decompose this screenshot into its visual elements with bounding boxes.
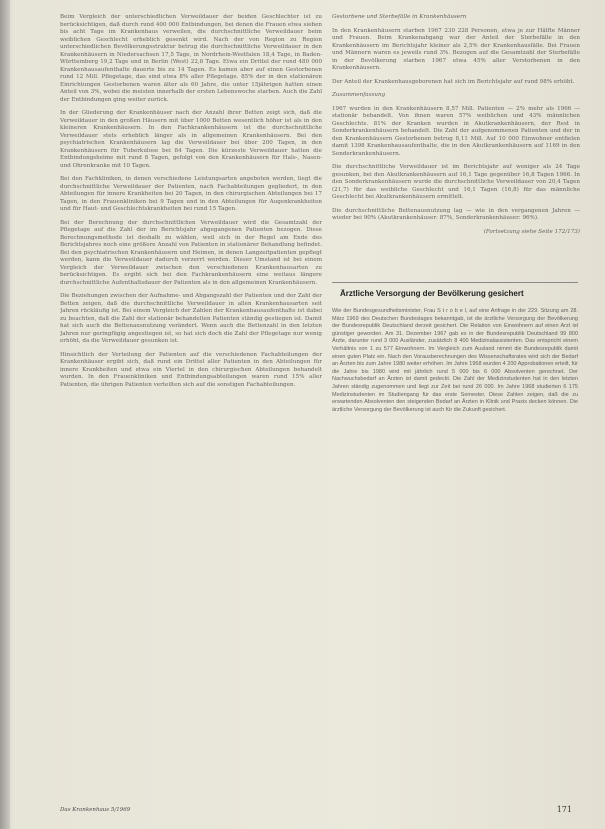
left-paragraph-3: Bei den Fachkliniken, in denen verschiedene Leistungsarten angeboten werden, liegt die durchschnittliche Verweildauer der Patienten, nach Fachabteilungen gegliedert, in den Abteilungen für innere Krankheiten bei 20 Tagen, in den chirurgischen Abteilungen bei 17 Tagen, in den Frauenkliniken bei 9 Tagen und in den Abteilungen für Augenkrankheiten und für Haut- und Geschlechtskrankheiten bei rund 15 Tagen. (60, 176, 322, 212)
right-column (332, 14, 580, 270)
summary-paragraph-2: Die durchschnittliche Verweildauer ist im Berichtsjahr auf weniger als 24 Tage gesunken, bei den Akutkrankenhäusern auf 16,1 Tage gegenüber 16,8 Tagen 1966. In den Sonderkrankenhäusern wurde die durchschnittliche Verweildauer von 20,4 Tagen (21,7) für das weibliche Geschlecht und 16,1 Tagen (16,8) für das männliche Geschlecht bei Akutkrankenhäusern ermittelt. (332, 164, 580, 200)
right-paragraph-2: Der Anteil der Krankenhausgeborenen hat sich im Berichtsjahr auf rund 98% erhöht. (332, 78, 575, 85)
page-number: 171 (556, 805, 572, 814)
left-paragraph-4: Bei der Berechnung der durchschnittlichen Verweildauer wird die Gesamtzahl der Pflegetage auf die Zahl der im Berichtsjahr abgegangenen Patienten bezogen. Diese Berechnungsmethode ist deshalb zu wählen, weil sich in der Regel am Ende des Berichtsjahres noch eine größere Anzahl von Patienten in stationärer Behandlung befindet. Bei den psychiatrischen Krankenhäusern und Heimen, in denen Langzeitpatienten gepflegt werden, kann die Verweildauer dadurch verzerrt werden. Dieser Umstand ist bei einem Vergleich der Verweildauer zwischen den verschiedenen Krankenhausarten zu berücksichtigen. Es ergibt sich bei den Fachkrankenhäusern eine weitaus längere durchschnittliche Aufenthaltsdauer der Patienten als in den allgemeinen Krankenhäusern. (60, 219, 322, 286)
box-text: Wie der Bundesgesundheitsminister, Frau S t r o b e l, auf eine Anfrage in der 229. Sitzung am 28. März 1969 des Deutschen Bundestages bekanntgab, ist die ärztliche Versorgung der Bevölkerung der Bundesrepublik Deutschland derzeit gesichert. Die Relation von Einwohnern auf einen Arzt ist günstiger geworden. Am 31. Dezember 1967 gab es in der Bundesrepublik Deutschland 99 800 Ärzte, darunter rund 3 000 Ausländer, zusätzlich 8 400 Medizinalassistenten. Das entspricht einem Verhältnis von 1 zu 577 Einwohnern. Im Vergleich zum Ausland nimmt die Bundesrepublik damit einen guten Platz ein. Nach den Vorausberechnungen des Wissenschaftsrates wird sich der Bedarf an Ärzten bis zum Jahre 1980 weiter erhöhen. Im Jahre 1968 wurden 4 200 Approbationen erteilt, für die Jahre bis 1980 wird mit jährlich rund 5 000 bis 6 000 Absolventen gerechnet. Der Nachwuchsbedarf an Ärzten ist damit gedeckt. Die Zahl der Medizinstudenten hat in den letzten Jahren ständig zugenommen und liegt zur Zeit bei rund 26 000. Im Jahre 1968 studierten 6 175 Medizinstudenten im Studiengang für das erste Semester. Diese Zahlen zeigen, daß die zu erwartenden Absolventen den steigenden Bedarf an Ärzten in Klinik und Praxis decken können. Die ärztliche Versorgung der Bevölkerung ist auch für die Zukunft gesichert. (332, 308, 578, 413)
summary-paragraph-1: 1967 wurden in den Krankenhäusern 8,57 Mill. Patienten — 2% mehr als 1966 — stationär behandelt. Von ihnen waren 57% weiblichen und 43% männlichen Geschlechts. 81% der Kranken wurden in Akutkrankenhäusern, der Rest in Sonderkrankenhäusern behandelt. Die Zahl der aufgenommenen Patienten und der in den Krankenhäusern Gestorbenen betrug 8,11 Mill. Auf 10 000 Einwohner entfielen damit 1398 Krankenhausaufenthalte, die in den Akutkrankenhäusern auf 1169 in den Sonderkrankenhäusern. (332, 105, 580, 157)
page-footer (60, 805, 572, 817)
left-column (60, 14, 322, 807)
box-title: Ärztliche Versorgung der Bevölkerung gesichert (340, 289, 524, 298)
left-paragraph-2: In der Gliederung der Krankenhäuser nach der Anzahl ihrer Betten zeigt sich, daß die Verweildauer in den großen Häusern mit über 1000 Betten wesentlich höher ist als in den kleineren Krankenhäusern. In den Fachkrankenhäusern ist die durchschnittliche Verweildauer stets erheblich länger als in allgemeinen Krankenhäusern. Bei den psychiatrischen Krankenhäusern lag die Verweildauer bei über 200 Tagen, in den Krankenhäusern für Tuberkulose bei 84 Tagen. Die kürzeste Verweildauer hatten die Entbindungsheime mit rund 8 Tagen, gefolgt von den Krankenhäusern für Hals-, Nasen- und Ohrenkranke mit 10 Tagen. (60, 110, 322, 169)
section-heading-zusammenfassung: Zusammenfassung (332, 92, 386, 98)
page-spine (0, 0, 10, 829)
left-paragraph-6: Hinsichtlich der Verteilung der Patienten auf die verschiedenen Fachabteilungen der Krankenhäuser ergibt sich, daß rund ein Drittel aller Patienten in den Abteilungen für innere Krankheiten und etwa ein Viertel in den chirurgischen Abteilungen behandelt wurden. In den Frauenkliniken und Entbindungsabteilungen waren rund 15% aller Patienten, die übrigen Patienten verteilten sich auf die sonstigen Fachabteilungen. (60, 351, 322, 388)
left-paragraph-5: Die Beziehungen zwischen der Aufnahme- und Abgangszahl der Patienten und der Zahl der Betten zeigen, daß die durchschnittliche Verweildauer in allen Krankenhausarten seit Jahren rückläufig ist. Bei einem Vergleich der Zahlen der Krankenhausaufenthalte ist dabei zu beachten, daß die Zahl der stationär behandelten Patienten ständig gestiegen ist. Damit hat sich auch die Bettenausnutzung verändert. Wenn auch die Bettenzahl in den letzten Jahren nur geringfügig angestiegen ist, so hat sich doch die Zahl der Pflegetage nur wenig erhöht, da die Verweildauer gesunken ist. (60, 293, 322, 344)
left-paragraph-1: Beim Vergleich der unterschiedlichen Verweildauer der beiden Geschlechter ist zu berücksichtigen, daß durch rund 400 000 Entbindungen, bei denen die Frauen etwa sieben bis acht Tage im Krankenhaus verweilen, die durchschnittliche Verweildauer beim weiblichen Geschlecht erheblich gesenkt wird. Nach der von Region zu Region unterschiedlichen Bevölkerungsstruktur betrug die durchschnittliche Verweildauer in den Krankenhäusern in Niedersachsen 17,5 Tage, in Nordrhein-Westfalen 18,4 Tage, in Baden-Württemberg 19,2 Tage und in Berlin (West) 22,8 Tage. Etwa ein Drittel der rund 480 000 Krankenhausaufenthalte dauerte bis zu 14 Tagen. Es kamen aber auf einen Gestorbenen rund 12 Mill. Pflegetage, das sind etwa 8% aller Pflegetage. 85% der in den stationären Einrichtungen Gestorbenen waren älter als 60 Jahre, die unter 15jährigen hatten einen Anteil von 3%, wobei die meisten innerhalb der ersten Lebenswoche starben. Auch die Zahl der Entbindungen ging weiter zurück. (60, 14, 322, 103)
journal-name: Das Krankenhaus 5/1969 (60, 807, 131, 813)
section-heading-sterbefaelle: Gestorbene und Sterbefälle in Krankenhäusern (332, 14, 467, 20)
right-paragraph-1: In den Krankenhäusern starben 1967 230 228 Personen, etwa je zur Hälfte Männer und Frauen. Beim Krankenabgang war der Anteil der Sterbefälle in den Krankenhäusern im Berichtsjahr kleiner als 2,5% der Krankenhausfälle. Bei Frauen und Männern waren es jeweils rund 3%. Bezogen auf die Gesamtzahl der Sterbefälle in der Bevölkerung starben 1967 etwa 45% aller Verstorbenen in den Krankenhäusern. (332, 27, 580, 71)
summary-paragraph-3: Die durchschnittliche Bettenausnutzung lag — wie in den vergangenen Jahren — wieder bei 90% (Akutkrankenhäuser: 87%, Sonderkrankenhäuser: 96%). (332, 207, 580, 221)
continuation-note: (Fortsetzung siehe Seite 172/173) (483, 228, 580, 235)
news-box (332, 282, 578, 673)
